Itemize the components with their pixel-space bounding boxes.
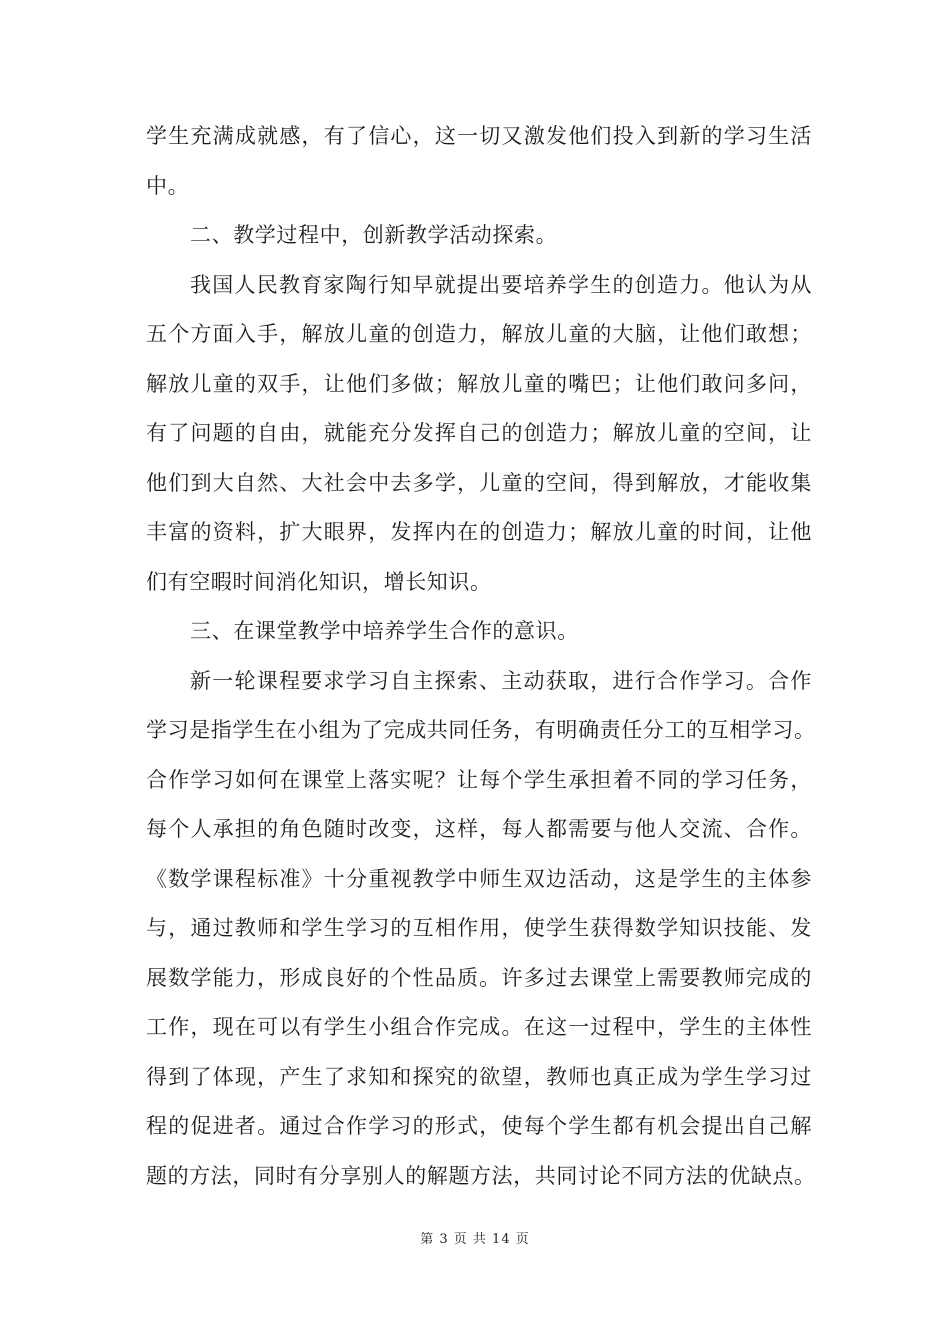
- text-line: 我国人民教育家陶行知早就提出要培养学生的创造力。他认为从: [190, 272, 812, 297]
- text-line: 们有空暇时间消化知识，增长知识。: [146, 569, 492, 594]
- text-line: 中。: [146, 173, 190, 198]
- text-line: 每个人承担的角色随时改变，这样，每人都需要与他人交流、合作。: [146, 817, 812, 841]
- text-line: 《数学课程标准》十分重视教学中师生双边活动，这是学生的主体参: [146, 866, 812, 891]
- text-line: 丰富的资料，扩大眼界，发挥内在的创造力；解放儿童的时间，让他: [146, 520, 812, 544]
- body-text: [146, 112, 816, 1201]
- text-line: 展数学能力，形成良好的个性品质。许多过去课堂上需要教师完成的: [146, 965, 812, 990]
- text-line: 解放儿童的双手，让他们多做；解放儿童的嘴巴；让他们敢问多问，: [146, 371, 812, 396]
- text-line: 程的促进者。通过合作学习的形式，使每个学生都有机会提出自己解: [146, 1114, 812, 1138]
- text-line: 合作学习如何在课堂上落实呢？让每个学生承担着不同的学习任务，: [146, 767, 812, 792]
- text-line: 得到了体现，产生了求知和探究的欲望，教师也真正成为学生学习过: [146, 1064, 812, 1089]
- section-heading: 二、教学过程中，创新教学活动探索。: [190, 223, 558, 247]
- page-number-footer: 第 3 页 共 14 页: [420, 1232, 530, 1247]
- text-line: 与，通过教师和学生学习的互相作用，使学生获得数学知识技能、发: [146, 916, 812, 940]
- text-line: 他们到大自然、大社会中去多学，儿童的空间，得到解放，才能收集: [146, 470, 812, 495]
- text-line: 学习是指学生在小组为了完成共同任务，有明确责任分工的互相学习。: [146, 718, 816, 742]
- text-line: 题的方法，同时有分享别人的解题方法，共同讨论不同方法的优缺点。: [146, 1163, 816, 1188]
- text-line: 五个方面入手，解放儿童的创造力，解放儿童的大脑，让他们敢想；: [146, 322, 812, 346]
- text-line: 有了问题的自由，就能充分发挥自己的创造力；解放儿童的空间，让: [146, 421, 812, 445]
- text-line: 学生充满成就感，有了信心，这一切又激发他们投入到新的学习生活: [146, 124, 812, 148]
- section-heading: 三、在课堂教学中培养学生合作的意识。: [190, 619, 579, 643]
- text-line: 新一轮课程要求学习自主探索、主动获取，进行合作学习。合作: [190, 668, 812, 693]
- text-line: 工作，现在可以有学生小组合作完成。在这一过程中，学生的主体性: [146, 1015, 812, 1039]
